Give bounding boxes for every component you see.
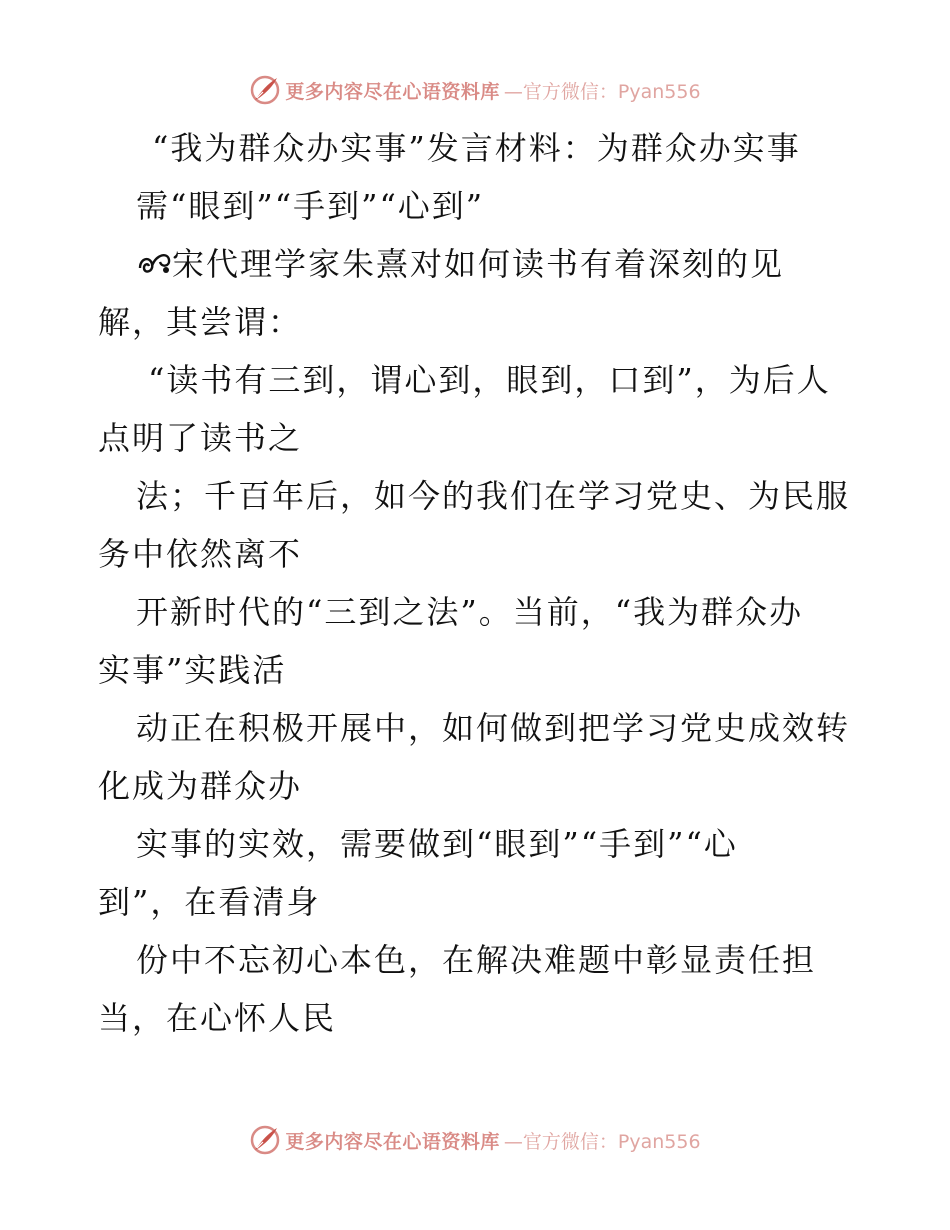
paragraph-line: 动正在积极开展中，如何做到把学习党史成效转 [136, 709, 851, 747]
watermark-contact: —官方微信：Pyan556 [503, 80, 701, 103]
paragraph-line: 解，其尝谓： [98, 303, 303, 341]
paragraph-line: 实事的实效，需要做到“眼到”“手到”“心 [136, 825, 738, 863]
document-title-line-2: 需“眼到”“手到”“心到” [136, 187, 485, 225]
paragraph-line: 开新时代的“三到之法”。当前，“我为群众办 [136, 593, 804, 631]
watermark-title: 更多内容尽在心语资料库 [285, 80, 500, 103]
paragraph-line [136, 244, 784, 284]
footer-watermark [0, 1120, 950, 1160]
paragraph-line: 当，在心怀人民 [98, 999, 337, 1037]
paragraph-line: “读书有三到，谓心到，眼到，口到”，为后人 [148, 361, 831, 399]
paragraph-line: 到”，在看清身 [98, 883, 321, 921]
paragraph-line: 实事”实践活 [98, 651, 287, 689]
paragraph-line: 化成为群众办 [98, 767, 303, 805]
header-watermark [0, 70, 950, 110]
document-title-line-1: “我为群众办实事”发言材料：为群众办实事 [152, 129, 801, 167]
paragraph-line: 份中不忘初心本色，在解决难题中彰显责任担 [136, 941, 817, 979]
paragraph-line: 点明了读书之 [98, 419, 303, 457]
quill-circle-icon [249, 1124, 281, 1156]
paragraph-line: 务中依然离不 [98, 535, 303, 573]
watermark-contact: —官方微信：Pyan556 [503, 1130, 701, 1153]
ornament-flourish-icon [136, 246, 172, 280]
paragraph-line: 法；千百年后，如今的我们在学习党史、为民服 [136, 477, 851, 515]
line-text: 宋代理学家朱熹对如何读书有着深刻的见 [172, 245, 785, 283]
watermark-title: 更多内容尽在心语资料库 [285, 1130, 500, 1153]
quill-circle-icon [249, 74, 281, 106]
